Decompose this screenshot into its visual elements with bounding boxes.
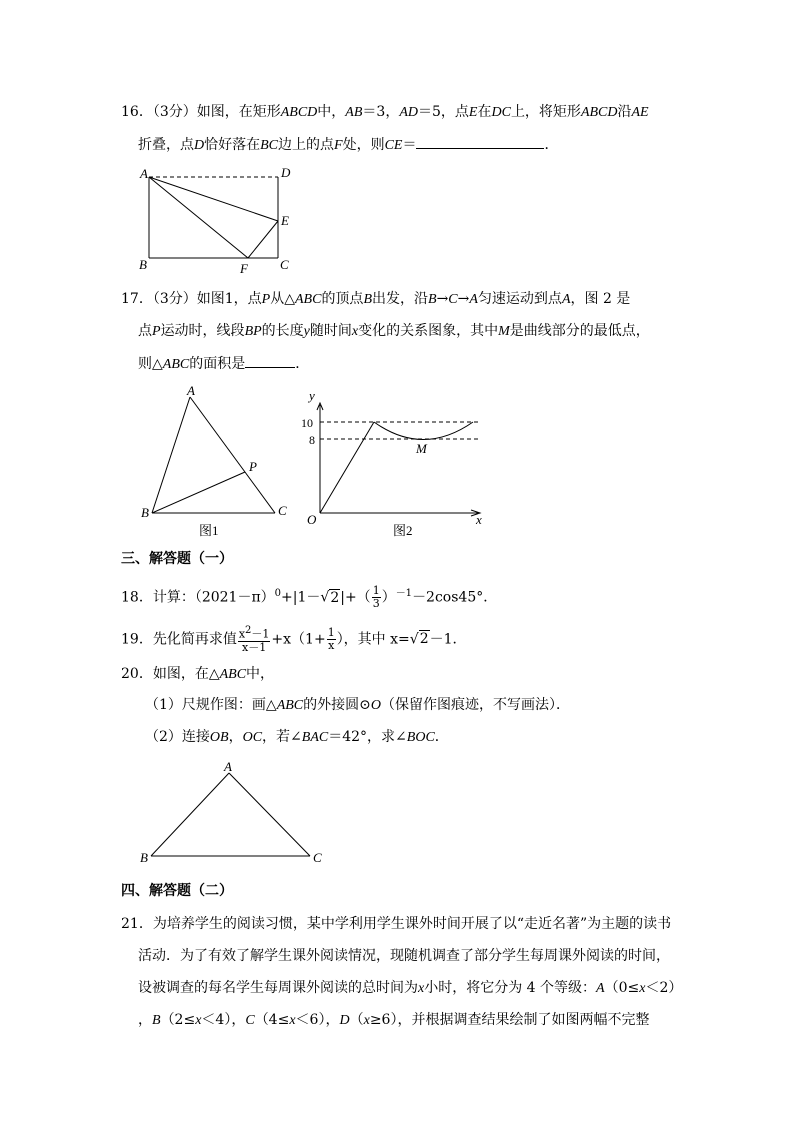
fig16-label-b: B bbox=[139, 257, 147, 272]
fig2-label-m: M bbox=[416, 441, 427, 456]
fig2-origin: O bbox=[307, 512, 317, 527]
fig20-label-b: B bbox=[140, 850, 148, 865]
fig16-label-e: E bbox=[281, 213, 289, 228]
q18-line: 18．计算：$(2021-\pi)^0+|1-√2|+$（ $\frac{1}{3}$ ）$^{-1}$－2cos45°． bbox=[121, 584, 498, 611]
q20-line2: （1）尺规作图：画△ABC的外接圆⊙O（保留作图痕迹，不写画法）． bbox=[145, 697, 570, 713]
fig1-label-p: P bbox=[249, 459, 257, 474]
fig2-axis-y: y bbox=[309, 388, 315, 403]
q20-line1: 20．如图，在△ABC中， bbox=[121, 666, 275, 682]
section-heading-4: 四、解答题（二） bbox=[121, 883, 233, 899]
q21-line1: 21．为培养学生的阅读习惯，某中学利用学生课外时间开展了以“走近名著”为主题的读书 bbox=[121, 916, 672, 932]
q16-line1: 16．（3分）如图，在矩形ABCD中，AB＝3，AD＝5，点E在DC上，将矩形ABCD沿AE bbox=[121, 104, 649, 120]
q17-line3: 则△ABC的面积是 ． bbox=[138, 353, 309, 375]
fig16-label-c: C bbox=[280, 257, 289, 272]
q20-line3: （2）连接OB，OC，若∠BAC＝42°，求∠BOC． bbox=[145, 729, 449, 745]
fig2-axis-x: x bbox=[476, 512, 482, 527]
fig16-label-f: F bbox=[240, 261, 248, 276]
q17-line2: 点P运动时，线段BP的长度y随时间x变化的关系图象，其中M是曲线部分的最低点， bbox=[138, 323, 650, 339]
q16-line2: 折叠，点D恰好落在BC边上的点F处，则CE＝ ． bbox=[138, 134, 558, 156]
fig2-tick-10: 10 bbox=[301, 416, 313, 430]
fig1-caption: 图1 bbox=[199, 523, 219, 538]
q17-line1: 17．（3分）如图1，点P从△ABC的顶点B出发，沿B→C→A匀速运动到点A，图 2 是 bbox=[121, 291, 631, 307]
section-heading-3: 三、解答题（一） bbox=[121, 551, 233, 567]
fig1-label-b: B bbox=[141, 505, 149, 520]
q21-line2: 活动．为了有效了解学生课外阅读情况，现随机调查了部分学生每周课外阅读的时间， bbox=[138, 948, 670, 964]
fig1-label-c: C bbox=[278, 503, 287, 518]
q21-line4: ，B（2≤x＜4），C（4≤x＜6），D（x≥6），并根据调查结果绘制了如图两幅不完整 bbox=[138, 1012, 650, 1028]
fig16-label-d: D bbox=[281, 165, 291, 180]
fig2-caption: 图2 bbox=[393, 523, 413, 538]
fig2-tick-8: 8 bbox=[309, 433, 315, 447]
fig1-label-a: A bbox=[187, 383, 195, 398]
q21-line3: 设被调查的每名学生每周课外阅读的总时间为x小时，将它分为 4 个等级：A（0≤x＜2） bbox=[138, 980, 683, 996]
fig20-label-c: C bbox=[313, 850, 322, 865]
fig16-label-a: A bbox=[140, 166, 148, 181]
q19-line: 19．先化简再求值 $\frac{x^2-1}{x-1}$ +x（1+ $\frac{1}{x}$ ），其中 x=√2－1． bbox=[121, 625, 467, 654]
fig20-label-a: A bbox=[224, 759, 232, 774]
